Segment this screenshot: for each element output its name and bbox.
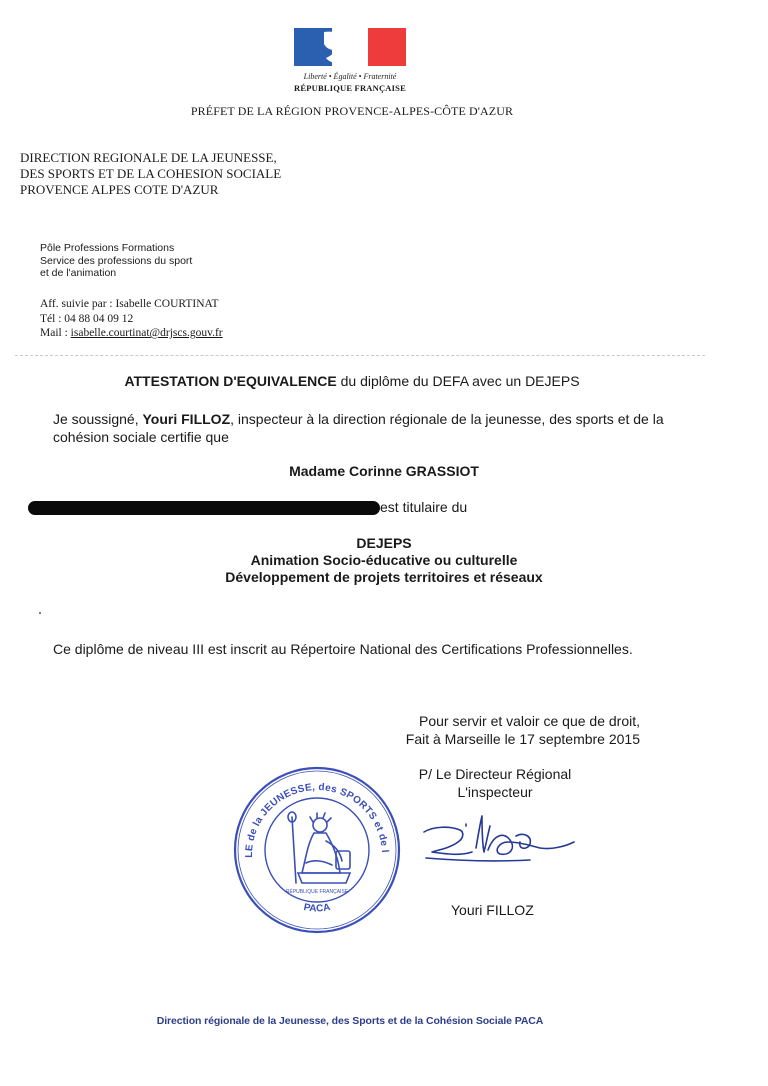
- direction-line: PROVENCE ALPES COTE D'AZUR: [20, 182, 219, 197]
- direction-line: DES SPORTS ET DE LA COHESION SOCIALE: [20, 166, 282, 181]
- marianne-logo: [280, 28, 420, 93]
- intro-before: Je soussigné,: [53, 411, 143, 427]
- diploma-specialty: Animation Socio-éducative ou culturelle: [250, 552, 518, 568]
- sender-direction: [20, 150, 281, 198]
- signer-name: Youri FILLOZ: [451, 902, 534, 918]
- prefet-heading: PRÉFET DE LA RÉGION PROVENCE-ALPES-CÔTE D'AZUR: [190, 104, 514, 118]
- validity-line: Pour servir et valoir ce que de droit,: [419, 713, 640, 729]
- diploma-mention: Développement de projets territoires et réseaux: [225, 569, 543, 585]
- sender-contact: [40, 297, 223, 341]
- marianne-flag-icon: [294, 28, 406, 66]
- redaction-bar: [28, 501, 380, 515]
- closing-formula: [380, 712, 640, 748]
- sender-pole: [40, 242, 192, 280]
- intro-signer-name: Youri FILLOZ: [142, 411, 231, 427]
- footer-text: Direction régionale de la Jeunesse, des Sports et de la Cohésion Sociale PACA: [156, 1015, 544, 1027]
- mail-link[interactable]: isabelle.courtinat@drjscs.gouv.fr: [70, 327, 223, 339]
- svg-text:DIRECTION RÉGIONALE de la JEUN: [232, 765, 390, 858]
- mail-line: [40, 326, 223, 341]
- attestation-title-bold: ATTESTATION D'EQUIVALENCE: [124, 373, 337, 389]
- pole-line: Pôle Professions Formations: [40, 242, 175, 254]
- official-stamp: [232, 765, 402, 935]
- stamp-text: LE de la JEUNESSE, des SPORTS et de l: [243, 781, 390, 858]
- intro-paragraph: [53, 410, 673, 446]
- direction-line: DIRECTION REGIONALE DE LA JEUNESSE,: [20, 150, 277, 165]
- pole-line: et de l'animation: [40, 267, 117, 279]
- signatory-role: L'inspecteur: [457, 784, 533, 800]
- svg-text:PACA: [303, 902, 331, 915]
- republic-motto: Liberté • Égalité • Fraternité: [303, 72, 397, 81]
- signatory-title: P/ Le Directeur Régional: [418, 766, 572, 782]
- followed-by: Aff. suivie par : Isabelle COURTINAT: [40, 298, 219, 310]
- mail-label: Mail :: [40, 327, 71, 339]
- signature-scribble-icon: [420, 812, 580, 872]
- diploma-name: DEJEPS: [356, 535, 412, 551]
- scan-speck: [39, 612, 41, 614]
- stamp-bottom-text: PACA: [302, 902, 332, 915]
- phone-number: Tél : 04 88 04 09 12: [40, 312, 134, 325]
- signatory-block: [400, 765, 590, 801]
- holder-name: Madame Corinne GRASSIOT: [289, 463, 479, 479]
- stamp-inner-text: RÉPUBLIQUE FRANÇAISE: [285, 889, 349, 895]
- place-date-line: Fait à Marseille le 17 septembre 2015: [405, 731, 640, 747]
- intro-after: , inspecteur à la direction régionale de la jeunesse, des sports et de la cohésion sociale certifie que: [53, 411, 664, 445]
- rncp-paragraph: Ce diplôme de niveau III est inscrit au Répertoire National des Certifications Professionnelles.: [53, 641, 633, 657]
- republic-name: RÉPUBLIQUE FRANÇAISE: [294, 83, 406, 93]
- attestation-title: [0, 373, 704, 389]
- pole-line: Service des professions du sport: [40, 254, 193, 267]
- header-divider: [15, 355, 705, 356]
- attestation-title-rest: du diplôme du DEFA avec un DEJEPS: [336, 373, 580, 389]
- signature: [420, 812, 580, 872]
- titulaire-text: est titulaire du: [380, 499, 468, 515]
- diploma-block: [0, 535, 768, 586]
- stamp-seal-icon: [232, 765, 402, 935]
